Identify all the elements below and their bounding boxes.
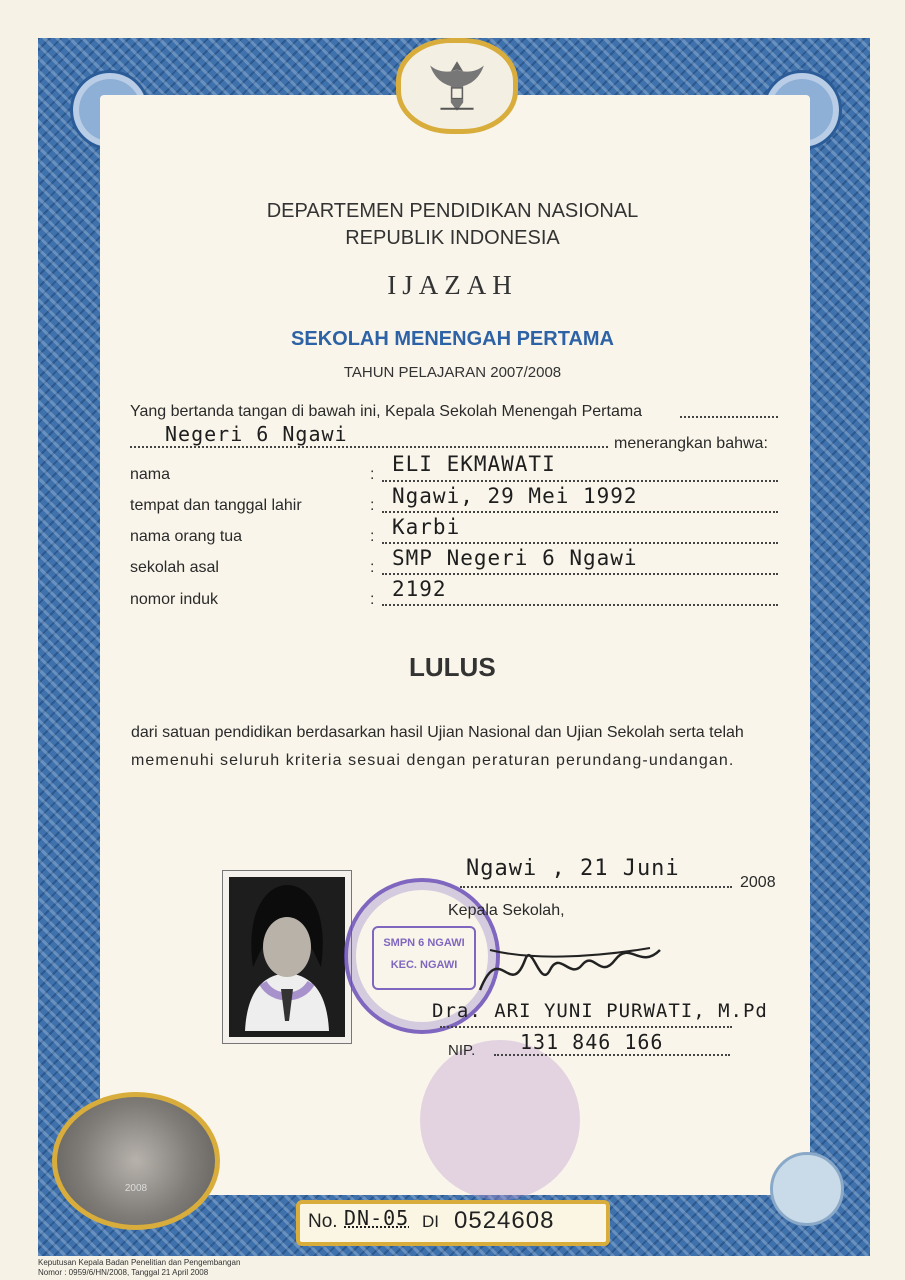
field-value-nama: ELI EKMAWATI [392,452,556,476]
field-value-parent: Karbi [392,515,461,539]
field-label-nama: nama [130,466,171,483]
school-level: SEKOLAH MENENGAH PERTAMA [291,328,614,350]
dotted-line [494,1054,730,1056]
stamp-line-2: KEC. NGAWI [390,959,458,971]
ministry-line-1: DEPARTEMEN PENDIDIKAN NASIONAL [266,200,639,222]
field-value-birth: Ngawi, 29 Mei 1992 [392,484,638,508]
intro-suffix: menerangkan bahwa: [614,435,768,452]
result-status: LULUS [409,652,496,682]
serial-prefix: No. [308,1211,338,1232]
garuda-emblem-icon [396,38,518,134]
dotted-line [130,446,608,448]
colon: : [370,497,375,514]
ministry-line-2: REPUBLIK INDONESIA [345,227,560,249]
academic-year: TAHUN PELAJARAN 2007/2008 [343,364,562,381]
colon: : [370,528,375,545]
field-label-parent: nama orang tua [130,528,243,545]
faded-stamp-mark [420,1040,580,1200]
nip-label: NIP. [448,1042,476,1059]
signature-year: 2008 [740,874,776,891]
dotted-line [440,1026,732,1028]
hologram-year: 2008 [124,1183,148,1194]
serial-code: DN-05 [344,1206,410,1230]
serial-number-box [296,1200,610,1246]
dotted-line [382,542,778,544]
field-label-student-number: nomor induk [130,591,219,608]
certificate-paper [100,95,810,1195]
intro-sentence: Yang bertanda tangan di bawah ini, Kepala Sekolah Menengah Pertama [130,403,643,420]
signature-role: Kepala Sekolah, [448,902,565,919]
dotted-line [382,480,778,482]
signatory-name: Dra. ARI YUNI PURWATI, M.Pd [432,1000,768,1022]
footer-line-1: Keputusan Kepala Badan Penelitian dan Pengembangan [38,1258,241,1267]
dotted-line [680,416,778,418]
security-rosette-icon [770,1152,844,1226]
colon: : [370,559,375,576]
field-label-origin-school: sekolah asal [130,559,219,576]
student-photo [222,870,352,1044]
field-value-origin-school: SMP Negeri 6 Ngawi [392,546,638,570]
signature-place-date: Ngawi , 21 Juni [466,856,680,881]
dotted-line [382,604,778,606]
field-value-student-number: 2192 [392,577,447,601]
dotted-line [460,886,732,888]
serial-number: 0524608 [454,1207,555,1234]
colon: : [370,591,375,608]
handwritten-signature-icon [470,930,670,1010]
field-label-birth: tempat dan tanggal lahir [130,497,302,514]
nip-value: 131 846 166 [520,1030,664,1054]
footer-line-2: Nomor : 0959/6/HN/2008, Tanggal 21 April 2008 [38,1268,209,1277]
serial-type: DI [422,1212,439,1231]
colon: : [370,466,375,483]
dotted-line [382,573,778,575]
statement-line-2: memenuhi seluruh kriteria sesuai dengan peraturan perundang-undangan. [131,752,735,769]
hologram-seal [52,1092,220,1230]
stamp-line-1: SMPN 6 NGAWI [383,937,465,949]
school-name-handwritten: Negeri 6 Ngawi [165,422,348,446]
dotted-line [382,511,778,513]
document-title: IJAZAH [387,270,518,300]
statement-line-1: dari satuan pendidikan berdasarkan hasil Ujian Nasional dan Ujian Sekolah serta telah [131,724,744,741]
